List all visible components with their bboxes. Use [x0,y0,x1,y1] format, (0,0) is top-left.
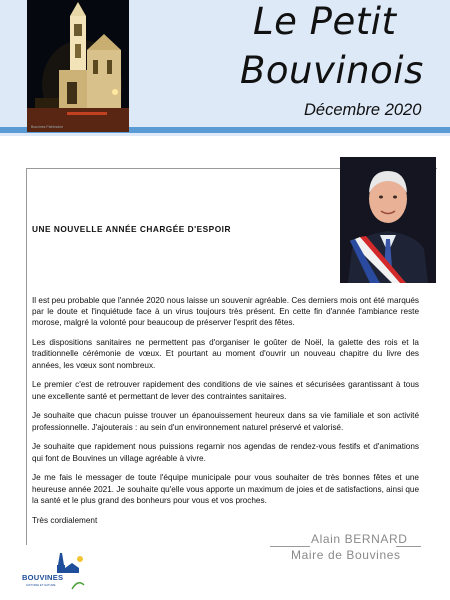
letter-paragraph: Je me fais le messager de toute l'équipe municipale pour vous souhaiter de très bonnes fêtes et une heureuse année 2021. Je souhaite qu'elle vous apporte un maximum de joies et de satisfactions, ainsi que la santé et le plus grand des bonheurs pour vous et vos proches. [32,473,419,505]
letter-paragraph: Je souhaite que rapidement nous puissions regarnir nos agendas de rendez-vous festifs et d'animations qui font de Bouvines un village agréable à vivre. [32,442,419,463]
signature-rule-right [396,546,421,547]
photo-credit: Bouvines Patrimoine [31,125,64,129]
mayor-portrait-icon [340,157,436,283]
letter-heading: UNE NOUVELLE ANNÉE CHARGÉE D'ESPOIR [32,224,231,234]
letter-paragraph: Les dispositions sanitaires ne permettent pas d'organiser le goûter de Noël, la galette des rois et la traditionnelle cérémonie de vœux. Et pourtant au moment d'ouvrir un nouveau chapitre du livre des années, les vœux sont nombreux. [32,338,419,370]
church-photo [27,0,129,132]
letter-paragraph: Il est peu probable que l'année 2020 nous laisse un souvenir agréable. Ces derniers mois ont été marqués par le doute et l'inquiétude face à un virus toujours très présent. En cette fin d'année l'ambiance reste morose, malgré la volonté pour beaucoup de préserver l'esprit des fêtes. [32,296,419,328]
letter-body [32,295,419,534]
newsletter-title-line-2: Bouvinois [240,49,424,92]
issue-date: Décembre 2020 [304,101,422,119]
logo-tagline: HISTOIRE ET NATURE [26,583,56,587]
town-logo [20,551,86,593]
signature-name: Alain BERNARD [311,532,408,546]
newsletter-title-line-1: Le Petit [253,0,397,43]
letter-paragraph: Le premier c'est de retrouver rapidement des conditions de vie saines et sécurisées garantissant à tous une excellente santé et permettant de lever des contraintes sanitaires. [32,380,419,401]
church-illuminated-icon [27,0,129,132]
mayor-photo [340,157,436,283]
letter-closing: Très cordialement [32,515,98,525]
logo-name: BOUVINES [22,573,64,582]
signature-title: Maire de Bouvines [291,548,401,562]
signature-rule-left [270,546,310,547]
letter-paragraph: Je souhaite que chacun puisse trouver un épanouissement heureux dans sa vie familiale et son activité professionnelle. J'ajouterais : au sein d'un environnement naturel préservé et valorisé. [32,411,419,432]
